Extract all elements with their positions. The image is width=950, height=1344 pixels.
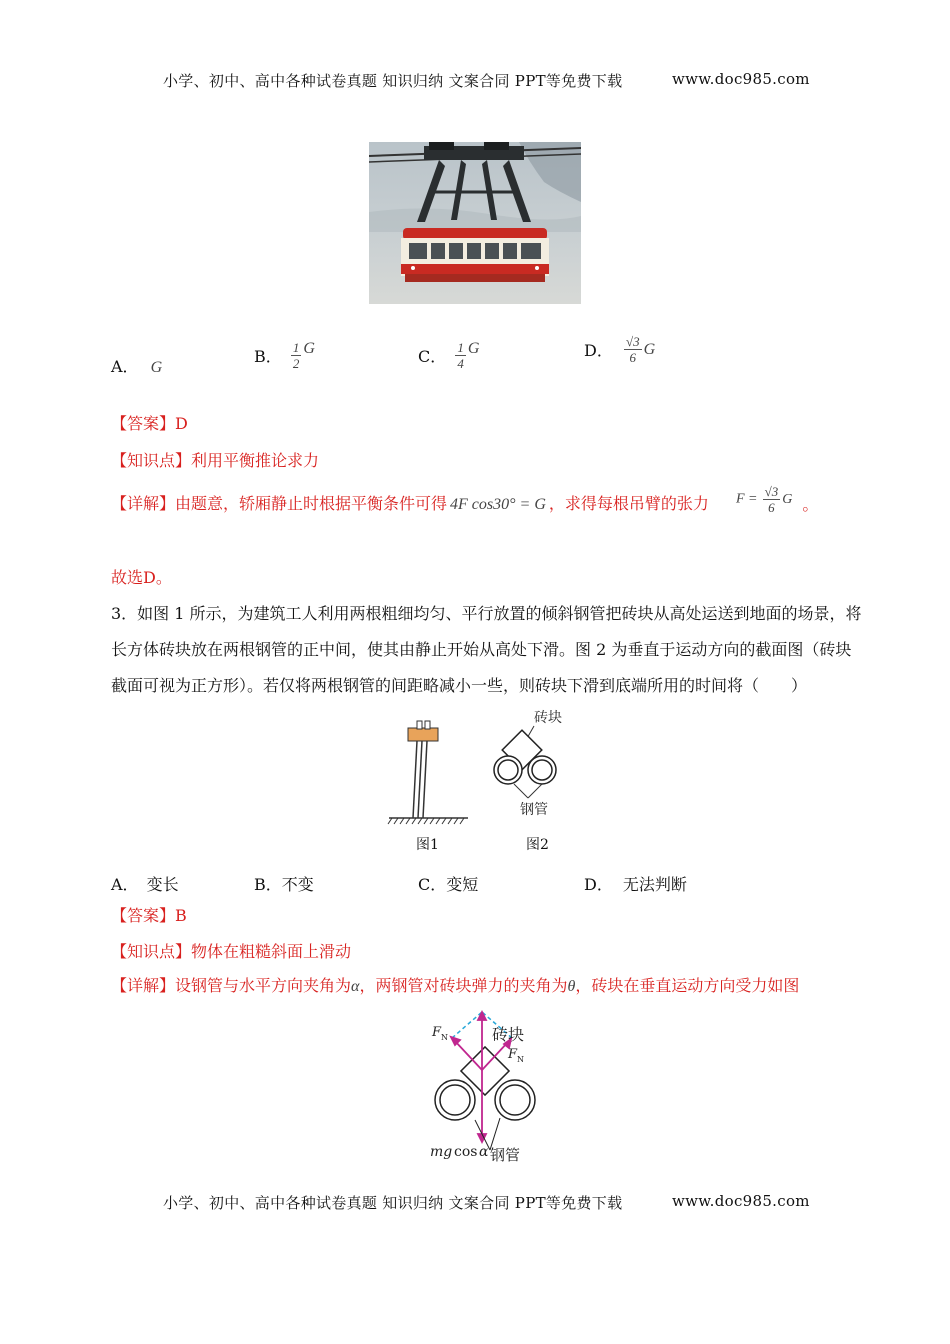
option-value: G — [643, 340, 656, 358]
q2-detail-formula — [736, 484, 818, 515]
detail-text: 由题意，轿厢静止时根据平衡条件可得 — [175, 494, 448, 513]
fn-subscript-left: N — [441, 1033, 448, 1042]
figure-2-label: 图2 — [526, 837, 549, 853]
detail-text: ，砖块在垂直运动方向受力如图 — [575, 976, 800, 995]
answer-value: B — [175, 906, 187, 925]
fraction-denominator: 6 — [629, 350, 636, 365]
option-letter: A． — [111, 357, 139, 376]
q3-option-b — [254, 872, 314, 895]
fig2-pipe-label: 钢管 — [520, 802, 548, 818]
q2-option-d — [584, 334, 655, 365]
fraction-denominator: 2 — [292, 356, 300, 371]
header-url: www.doc985.com — [672, 70, 810, 88]
kp-value: 利用平衡推论求力 — [191, 451, 320, 470]
q3-answer — [111, 900, 187, 932]
q3-option-c — [418, 872, 478, 895]
q2-detail — [111, 488, 709, 521]
fraction — [455, 340, 466, 371]
option-letter: D． — [584, 875, 613, 894]
theta-symbol: θ — [567, 978, 576, 995]
fraction — [291, 340, 302, 371]
kp-tag: 【知识点】 — [111, 451, 192, 470]
option-text: 变长 — [146, 875, 179, 894]
q3-knowledge-point — [111, 936, 351, 968]
answer-value: D — [175, 414, 188, 433]
answer-tag: 【答案】 — [111, 414, 176, 433]
option-letter: D． — [584, 341, 613, 360]
q3-option-d — [584, 872, 687, 895]
fn-subscript-right: N — [517, 1055, 524, 1064]
q3-question-line-2: 长方体砖块放在两根钢管的正中间，使其由静止开始从高处下滑。图 2 为垂直于运动方向的截面图（砖块 — [111, 640, 852, 659]
q2-option-c — [418, 340, 479, 371]
figure-1-diagram — [384, 718, 474, 828]
q2-conclusion: 故选D。 — [111, 568, 172, 587]
alpha-label: α — [479, 1144, 489, 1160]
page-footer — [163, 1192, 622, 1213]
fn-label-left: F — [432, 1025, 442, 1040]
option-letter: B． — [254, 347, 282, 366]
q2-option-b — [254, 340, 315, 371]
detail-tag: 【详解】 — [111, 976, 176, 995]
answer-tag: 【答案】 — [111, 906, 176, 925]
fraction-denominator: 4 — [457, 356, 464, 371]
fig2-brick-label: 砖块 — [534, 710, 562, 726]
fraction — [763, 484, 781, 515]
fraction-numerator: 1 — [292, 340, 300, 355]
q2-option-a — [111, 354, 162, 377]
option-value: G — [303, 340, 315, 357]
kp-value: 物体在粗糙斜面上滑动 — [191, 942, 352, 961]
fraction-numerator: √3 — [625, 334, 640, 349]
detail-equation: 4F cos30° = G — [450, 496, 546, 513]
option-letter: C． — [418, 875, 447, 894]
detail-text: ，求得每根吊臂的张力 — [548, 494, 709, 513]
cos-label: cos — [454, 1144, 478, 1160]
mg-label: mg — [430, 1144, 453, 1160]
detail-text: ，两钢管对砖块弹力的夹角为 — [359, 976, 568, 995]
alpha-symbol: α — [351, 978, 360, 995]
detail-text: 设钢管与水平方向夹角为 — [175, 976, 352, 995]
brick-label: 砖块 — [492, 1025, 525, 1044]
option-text: 变短 — [446, 875, 479, 894]
force-diagram — [420, 1010, 560, 1166]
q3-detail — [111, 970, 799, 1003]
q3-question-line-1: 3．如图 1 所示，为建筑工人利用两根粗细均匀、平行放置的倾斜钢管把砖块从高处运送到地面的场景，将 — [111, 604, 862, 623]
page-header — [163, 70, 622, 91]
q3-question-line-3: 截面可视为正方形）。若仅将两根钢管的间距略减小一些，则砖块下滑到底端所用的时间将（ ） — [111, 676, 808, 695]
q2-knowledge-point — [111, 445, 319, 477]
option-value: G — [467, 340, 480, 357]
period: 。 — [802, 495, 819, 514]
fraction-denominator: 6 — [768, 500, 775, 515]
fraction-numerator: 1 — [457, 340, 464, 355]
option-value: G — [150, 359, 163, 376]
option-text: 无法判断 — [622, 875, 687, 894]
fraction-numerator: √3 — [764, 484, 779, 499]
detail-tag: 【详解】 — [111, 494, 176, 513]
footer-url: www.doc985.com — [672, 1192, 810, 1210]
header-left-text: 小学、初中、高中各种试卷真题 知识归纳 文案合同 PPT等免费下载 — [163, 72, 623, 90]
option-text: 不变 — [281, 875, 314, 894]
kp-tag: 【知识点】 — [111, 942, 192, 961]
option-letter: A． — [111, 875, 139, 894]
figure-1-label: 图1 — [416, 837, 439, 853]
footer-left-text: 小学、初中、高中各种试卷真题 知识归纳 文案合同 PPT等免费下载 — [163, 1194, 623, 1212]
formula-g: G — [782, 491, 793, 507]
q2-answer — [111, 408, 188, 440]
figure-2-diagram — [488, 706, 578, 822]
pipe-label: 钢管 — [490, 1146, 521, 1164]
option-letter: B． — [254, 875, 282, 894]
q3-option-a — [111, 872, 179, 895]
cable-car-photo — [369, 142, 581, 304]
formula-lhs: F = — [736, 491, 758, 507]
fn-label-right: F — [508, 1047, 518, 1062]
fraction — [624, 334, 642, 365]
option-letter: C． — [418, 347, 447, 366]
